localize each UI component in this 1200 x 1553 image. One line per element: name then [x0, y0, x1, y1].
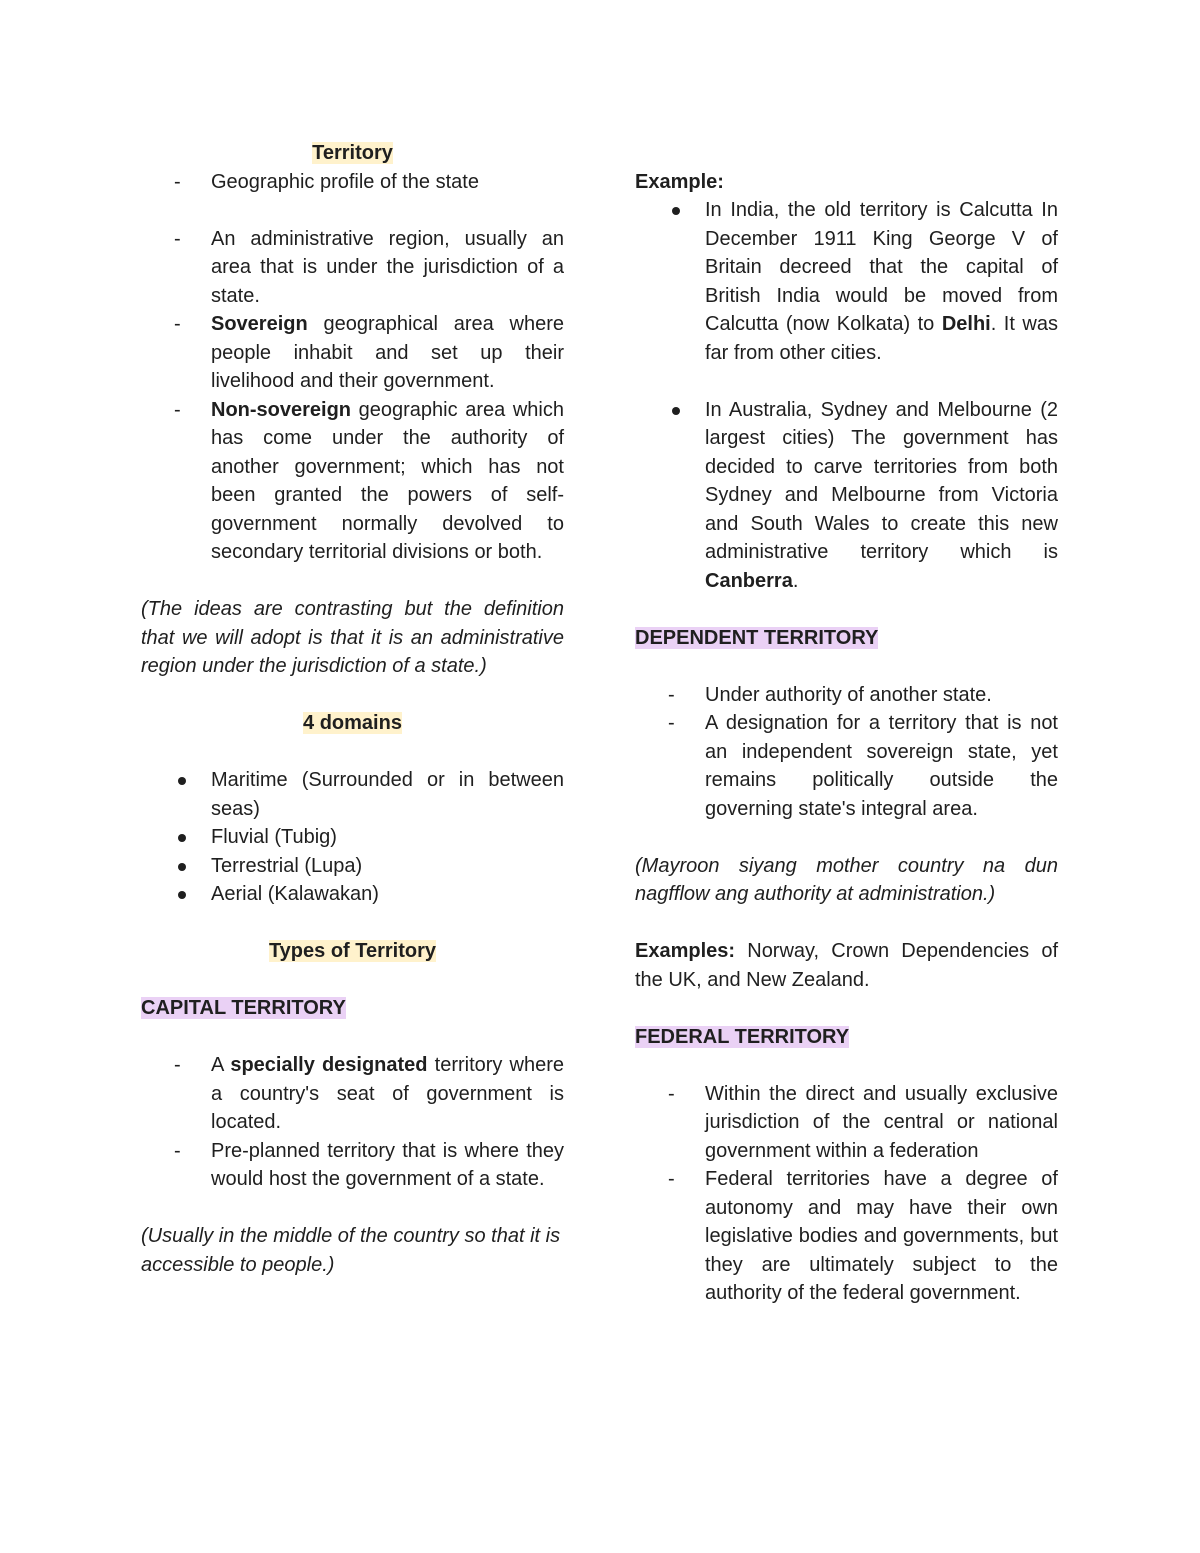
dash-bullet: -: [174, 398, 181, 421]
dot-bullet: [672, 207, 680, 215]
list-item: - Pre-planned territory that is where they would host the government of a state.: [141, 1137, 564, 1194]
dash-bullet: -: [668, 683, 675, 706]
dependent-list: [635, 681, 1058, 824]
list-item: Fluvial (Tubig): [141, 823, 564, 852]
dependent-examples: Examples: Norway, Crown Dependencies of the UK, and New Zealand.: [635, 940, 1058, 991]
dash-bullet: -: [668, 1082, 675, 1105]
list-item: - Federal territories have a degree of autonomy and may have their own legislative bodies and governments, but they are ultimately subject to the authority of the federal government.: [635, 1165, 1058, 1308]
list-item: In Australia, Sydney and Melbourne (2 largest cities) The government has decided to carve territories from both Sydney and Melbourne from Victoria and South Wales to create this new administrative territory which is Canberra.: [635, 396, 1058, 596]
dot-bullet: [178, 777, 186, 785]
capital-list: [141, 1051, 564, 1194]
dash-bullet: -: [174, 1139, 181, 1162]
dash-bullet: -: [174, 170, 181, 193]
dash-bullet: -: [668, 712, 675, 734]
capital-note: (Usually in the middle of the country so that it is accessible to people.): [141, 1225, 561, 1276]
types-heading: Types of Territory: [268, 940, 437, 962]
list-item: Aerial (Kalawakan): [141, 880, 564, 909]
left-column: [141, 139, 564, 1279]
list-item: - A specially designated territory where a country's seat of government is located.: [141, 1051, 564, 1137]
dash-bullet: -: [174, 227, 181, 250]
domains-list: [141, 766, 564, 909]
dash-bullet: -: [174, 1054, 181, 1076]
federal-territory-heading: FEDERAL TERRITORY: [635, 1025, 850, 1048]
right-column: [635, 139, 1058, 1308]
list-item: Terrestrial (Lupa): [141, 852, 564, 881]
territory-heading: Territory: [312, 142, 393, 164]
dot-bullet: [672, 407, 680, 415]
list-item: In India, the old territory is Calcutta In December 1911 King George V of Britain decreed that the capital of British India would be moved from Calcutta (now Kolkata) to Delhi. It was far from other cities.: [635, 196, 1058, 367]
domains-heading: 4 domains: [303, 712, 402, 734]
example-label: Example:: [635, 170, 724, 193]
dot-bullet: [178, 834, 186, 842]
list-item: - Under authority of another state.: [635, 681, 1058, 710]
dash-bullet: -: [174, 313, 181, 335]
territory-note: (The ideas are contrasting but the definition that we will adopt is that it is an administrative region under the jurisdiction of a state.): [141, 598, 564, 677]
list-item: - An administrative region, usually an area that is under the jurisdiction of a state.: [141, 225, 564, 311]
list-item: Maritime (Surrounded or in between seas): [141, 766, 564, 823]
list-item: - Within the direct and usually exclusive jurisdiction of the central or national government within a federation: [635, 1080, 1058, 1166]
dependent-note: (Mayroon siyang mother country na dun nagfflow ang authority at administration.): [635, 854, 1058, 905]
territory-list: [141, 168, 564, 567]
dot-bullet: [178, 891, 186, 899]
list-item: - Sovereign geographical area where people inhabit and set up their livelihood and their government.: [141, 310, 564, 396]
federal-list: [635, 1080, 1058, 1308]
list-item: - Non-sovereign geographic area which has come under the authority of another government; which has not been granted the powers of self-government normally devolved to secondary territorial divisions or both.: [141, 396, 564, 567]
dependent-territory-heading: DEPENDENT TERRITORY: [635, 626, 879, 649]
list-item: - Geographic profile of the state: [141, 168, 564, 197]
capital-territory-heading: CAPITAL TERRITORY: [141, 997, 346, 1019]
list-item: - A designation for a territory that is not an independent sovereign state, yet remains politically outside the governing state's integral area.: [635, 709, 1058, 823]
examples-list: [635, 196, 1058, 595]
dash-bullet: -: [668, 1168, 675, 1190]
dot-bullet: [178, 863, 186, 871]
